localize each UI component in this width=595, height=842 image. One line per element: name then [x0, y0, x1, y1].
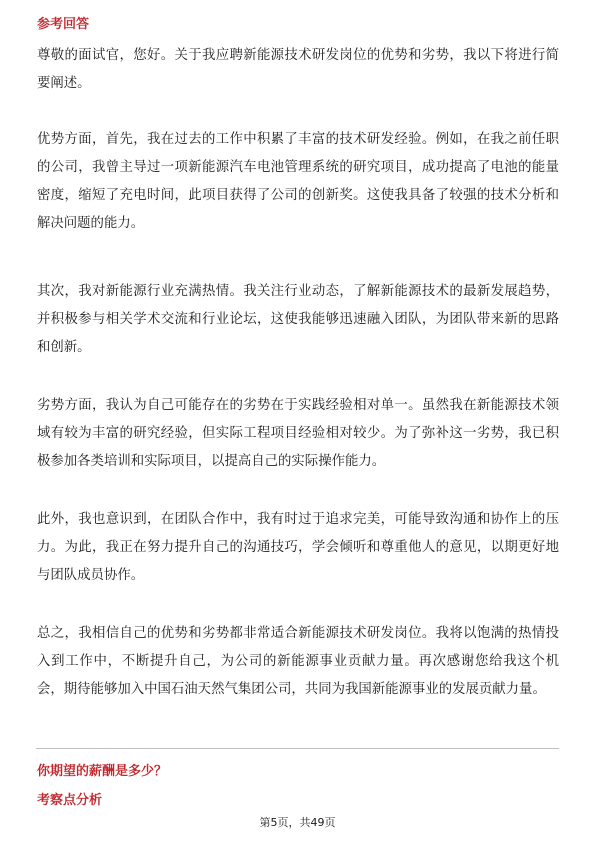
analysis-heading: 考察点分析 — [37, 793, 103, 808]
reference-answer-heading: 参考回答 — [37, 17, 90, 32]
section-divider — [36, 748, 559, 749]
strengths-paragraph: 优势方面，首先，我在过去的工作中积累了丰富的技术研发经验。例如，在我之前任职的公司，我曾主导过一项新能源汽车电池管理系统的研究项目，成功提高了电池的能量密度，缩短了充电时间，此项目获得了公司的创新奖。这使我具备了较强的技术分析和解决问题的能力。 — [37, 132, 559, 231]
weaknesses-paragraph: 劣势方面，我认为自己可能存在的劣势在于实践经验相对单一。虽然我在新能源技术领域有较为丰富的研究经验，但实际工程项目经验相对较少。为了弥补这一劣势，我已积极参加各类培训和实际项目，以提高自己的实际操作能力。 — [37, 398, 559, 469]
salary-question-heading: 你期望的薪酬是多少？ — [37, 764, 168, 779]
page-number-footer: 第5页，共49页 — [259, 816, 336, 829]
passion-paragraph: 其次，我对新能源行业充满热情。我关注行业动态，了解新能源技术的最新发展趋势，并积极参与相关学术交流和行业论坛，这使我能够迅速融入团队，为团队带来新的思路和创新。 — [37, 284, 559, 355]
intro-paragraph: 尊敬的面试官，您好。关于我应聘新能源技术研发岗位的优势和劣势，我以下将进行简要阐述。 — [37, 48, 559, 91]
teamwork-paragraph: 此外，我也意识到，在团队合作中，我有时过于追求完美，可能导致沟通和协作上的压力。为此，我正在努力提升自己的沟通技巧，学会倾听和尊重他人的意见，以期更好地与团队成员协作。 — [37, 512, 559, 583]
conclusion-paragraph: 总之，我相信自己的优势和劣势都非常适合新能源技术研发岗位。我将以饱满的热情投入到工作中，不断提升自己，为公司的新能源事业贡献力量。再次感谢您给我这个机会，期待能够加入中国石油天然气集团公司，共同为我国新能源事业的发展贡献力量。 — [37, 626, 559, 697]
